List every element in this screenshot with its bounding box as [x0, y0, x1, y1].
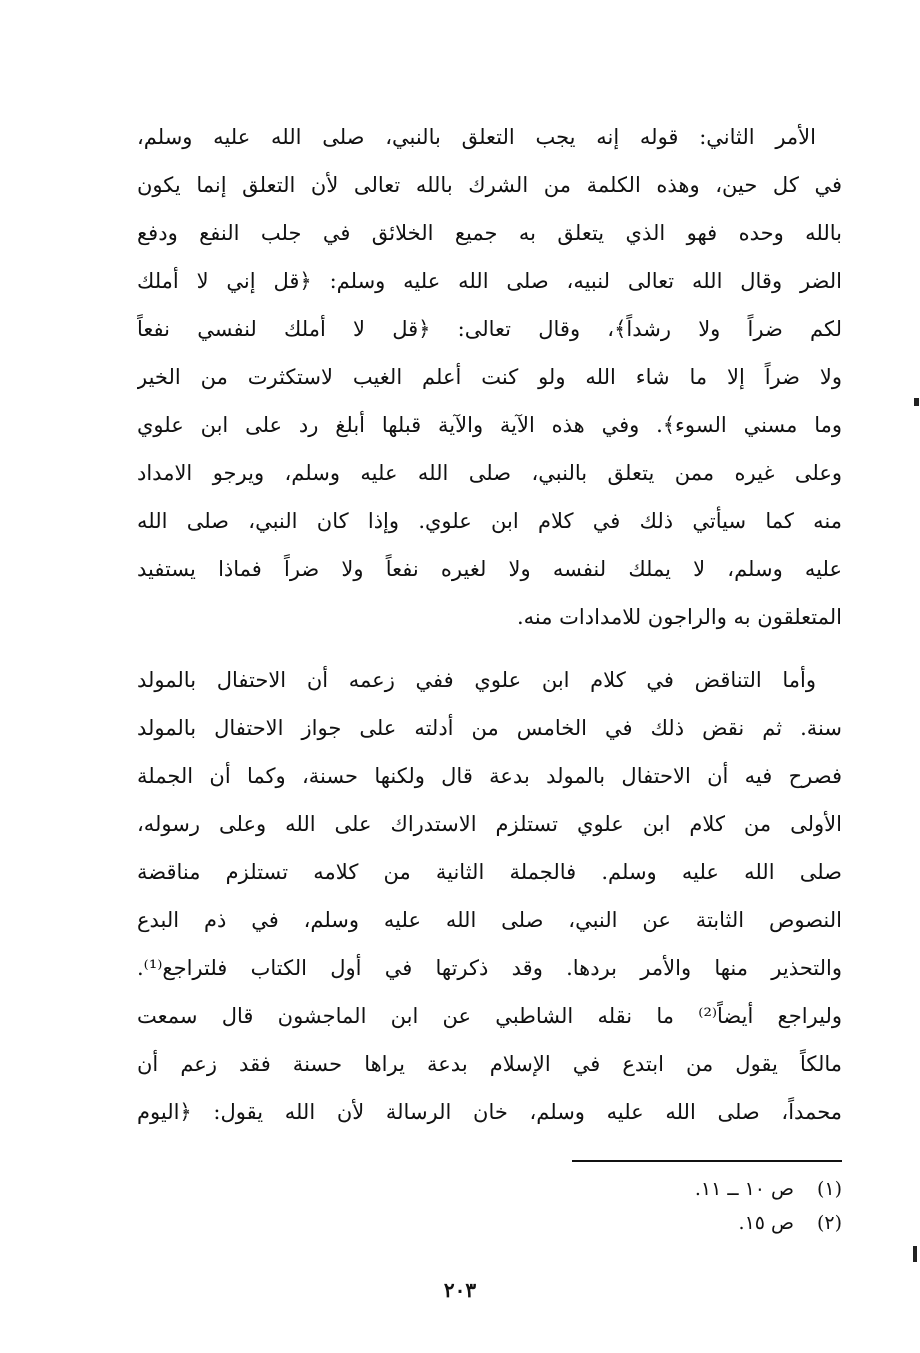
text-line: والتحذير منها والأمر بردها. وقد ذكرتها في أول الكتاب فلتراجع⁽¹⁾.: [137, 956, 842, 980]
text-line: الضر وقال الله تعالى لنبيه، صلى الله عليه وسلم: ﴿قل إني لا أملك: [137, 269, 842, 293]
page-number: ٢٠٣: [443, 1278, 477, 1302]
text-line: الأولى من كلام ابن علوي تستلزم الاستدراك على الله وعلى رسوله،: [137, 812, 842, 836]
paragraph-2: [137, 656, 842, 1136]
text-line: ولا ضراً إلا ما شاء الله ولو كنت أعلم الغيب لاستكثرت من الخير: [137, 365, 842, 389]
scan-edge-mark: [914, 398, 919, 406]
text-line: وأما التناقض في كلام ابن علوي ففي زعمه أن الاحتفال بالمولد: [137, 668, 816, 692]
text-line: عليه وسلم، لا يملك لنفسه ولا لغيره نفعاً ولا ضراً فماذا يستفيد: [137, 557, 842, 581]
text-line: مالكاً يقول من ابتدع في الإسلام بدعة يراها حسنة فقد زعم أن: [137, 1052, 842, 1076]
text-line: سنة. ثم نقض ذلك في الخامس من أدلته على جواز الاحتفال بالمولد: [137, 716, 842, 740]
footnote-item: [137, 1172, 842, 1206]
footnote-item: [137, 1206, 842, 1240]
text-line: منه كما سيأتي ذلك في كلام ابن علوي. وإذا كان النبي، صلى الله: [137, 509, 842, 533]
text-line: صلى الله عليه وسلم. فالجملة الثانية من كلامه تستلزم مناقضة: [137, 860, 842, 884]
footnote-text: ص ١٠ ــ ١١.: [694, 1178, 794, 1200]
footnote-number: (٢): [816, 1212, 842, 1234]
footnote-text: ص ١٥.: [738, 1212, 794, 1234]
scan-edge-mark: [913, 1246, 917, 1262]
text-line: لكم ضراً ولا رشداً﴾، وقال تعالى: ﴿قل لا أملك لنفسي نفعاً: [137, 317, 842, 341]
text-line: وما مسني السوء﴾. وفي هذه الآية والآية قبلها أبلغ رد على ابن علوي: [137, 413, 842, 437]
paragraph-1: [137, 113, 842, 641]
text-line: فصرح فيه أن الاحتفال بالمولد بدعة قال ولكنها حسنة، وكما أن الجملة: [137, 764, 842, 788]
text-line: المتعلقون به والراجون للامدادات منه.: [516, 605, 842, 629]
text-line: محمداً، صلى الله عليه وسلم، خان الرسالة لأن الله يقول: ﴿اليوم: [137, 1100, 842, 1124]
text-line: وعلى غيره ممن يتعلق بالنبي، صلى الله عليه وسلم، ويرجو الامداد: [137, 461, 842, 485]
footnote-divider: [572, 1160, 842, 1162]
text-line: في كل حين، وهذه الكلمة من الشرك بالله تعالى لأن التعلق إنما يكون: [137, 173, 842, 197]
text-line: الأمر الثاني: قوله إنه يجب التعلق بالنبي، صلى الله عليه وسلم،: [137, 125, 816, 149]
footnotes: [137, 1172, 842, 1240]
text-line: وليراجع أيضاً⁽²⁾ ما نقله الشاطبي عن ابن الماجشون قال سمعت: [137, 1004, 842, 1028]
footnote-number: (١): [816, 1178, 842, 1200]
text-line: النصوص الثابتة عن النبي، صلى الله عليه وسلم، في ذم البدع: [137, 908, 842, 932]
text-line: بالله وحده فهو الذي يتعلق به جميع الخلائق في جلب النفع ودفع: [137, 221, 842, 245]
